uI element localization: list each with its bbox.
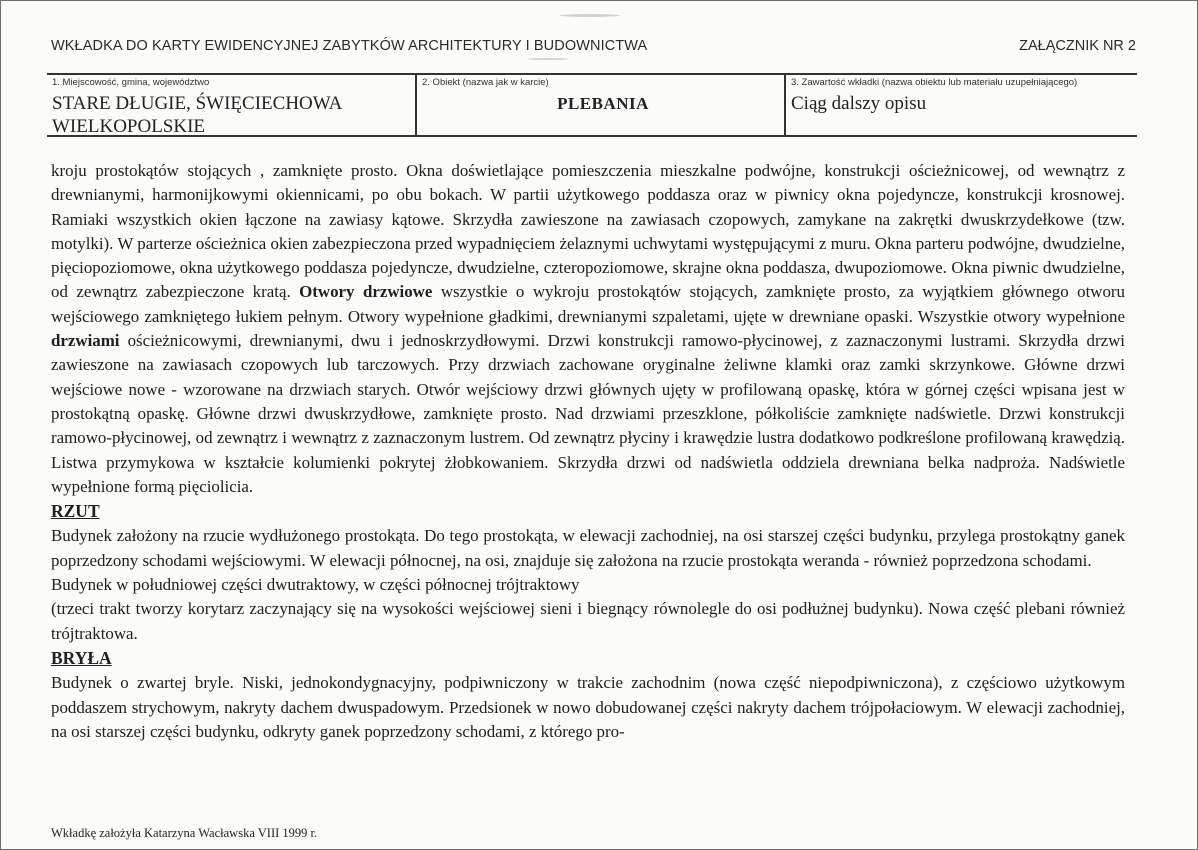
object-label: 2. Obiekt (nazwa jak w karcie)	[422, 77, 549, 88]
metadata-table	[47, 73, 1137, 137]
rzut-paragraph-3: (trzeci trakt tworzy korytarz zaczynający się na wysokości wejściowej sieni i biegnący równolegle do osi podłużnej budynku). Nowa część plebani również trójtraktowa.	[51, 599, 1125, 643]
section-heading-bryla	[51, 646, 1125, 671]
form-title: WKŁADKA DO KARTY EWIDENCYJNEJ ZABYTKÓW ARCHITEKTURY I BUDOWNICTWA	[51, 38, 648, 54]
object-value: PLEBANIA	[557, 94, 649, 113]
paper-speck	[528, 58, 568, 60]
section-heading-rzut	[51, 499, 1125, 524]
term-doors: drzwiami	[51, 331, 120, 351]
bryla-heading: BRYŁA	[51, 647, 112, 668]
location-label: 1. Miejscowość, gmina, województwo	[52, 77, 210, 88]
location-line-2: WIELKOPOLSKIE	[52, 116, 206, 137]
text-door-openings: wszystkie o wykroju prostokątów stojących, zamknięte prosto, za wyjątkiem głównego otworu wejściowego zamkniętego łukiem pełnym. Otwory wypełnione gładkimi, drewnianymi szpaletami, ujęte w drewniane opaski. Wszystkie otwory wypełnione	[51, 282, 1125, 326]
location-value	[52, 92, 415, 138]
bryla-paragraph-1: Budynek o zwartej bryle. Niski, jednokondygnacyjny, podpiwniczony w trakcie zachodnim (nowa część niepodpiwniczona), z częściowo użytkowym poddaszem strychowym, nakryty dachem dwuspadowym. Przedsionek w nowo dobudowanej części nakryty dachem trójpołaciowym. W elewacji zachodniej, na osi starszej części budynku, odkryty ganek poprzedzony schodami, z którego pro-	[51, 673, 1125, 741]
term-door-openings: Otwory drzwiowe	[299, 282, 433, 302]
text-windows: kroju prostokątów stojących , zamknięte prosto. Okna doświetlające pomieszczenia mieszkalne podwójne, konstrukcji ościeżnicowej, od wewnątrz z drewnianymi, harmonijkowymi okiennicami, po obu bokach. W partii użytkowego poddasza oraz w piwnicy okna pojedyncze, konstrukcji krosnowej. Ramiaki wszystkich okien łączone na zawiasy kątowe. Skrzydła zawieszone na zawiasach czopowych, zamykane na zakrętki dwuskrzydełkowe (tzw. motylki). W parterze ościeżnica okien zabezpieczona przed wypadnięciem żelaznymi uchwytami występującymi z muru. Okna parteru podwójne, dwudzielne, pięciopoziomowe, okna użytkowego poddasza pojedyncze, dwudzielne, czteropoziomowe, skrajne okna poddasza, dwupoziomowe. Okna piwnic dwudzielne, od zewnątrz zabezpieczone kratą.	[51, 161, 1125, 302]
content-value: Ciąg dalszy opisu	[791, 93, 927, 114]
rzut-heading: RZUT	[51, 501, 100, 522]
paper-speck	[560, 14, 620, 17]
rzut-paragraph-2: Budynek w południowej części dwutraktowy, w części północnej trójtraktowy	[51, 575, 580, 595]
paragraph-windows-doors	[51, 159, 1125, 499]
object-cell	[415, 75, 784, 135]
content-cell	[784, 75, 1137, 135]
location-cell	[47, 75, 415, 135]
rzut-paragraph-1: Budynek założony na rzucie wydłużonego prostokąta. Do tego prostokąta, w elewacji zachodniej, na osi starszej części budynku, przylega prostokątny ganek poprzedzony schodami wejściowymi. W elewacji północnej, na osi, znajduje się założona na rzucie prostokąta weranda - również poprzedzona schodami.	[51, 526, 1125, 570]
attachment-number: ZAŁĄCZNIK NR 2	[1019, 38, 1136, 54]
location-line-1: STARE DŁUGIE, ŚWIĘCIECHOWA	[52, 93, 343, 114]
text-doors: ościeżnicowymi, drewnianymi, dwu i jednoskrzydłowymi. Drzwi konstrukcji ramowo-płycinowej, z zaznaczonymi lustrami. Skrzydła drzwi zawieszone na zawiasach czopowych lub tarczowych. Przy drzwiach zachowane oryginalne żeliwne klamki oraz zamki skrzynkowe. Główne drzwi wejściowe nowe - wzorowane na drzwiach starych. Otwór wejściowy drzwi głównych ujęty w profilowaną opaskę, która w górnej części wpisana jest w prostokątną opaskę. Główne drzwi dwuskrzydłowe, zamknięte prosto. Nad drzwiami przeszklone, półkoliście zamknięte nadświetle. Drzwi konstrukcji ramowo-płycinowej, od zewnątrz i wewnątrz z zaznaczonym lustrem. Od zewnątrz płyciny i krawędzie lustra dodatkowo podkreślone profilowaną krawędzią. Listwa przymykowa w kształcie kolumienki pokrytej żłobkowaniem. Skrzydła drzwi od nadświetla oddziela drewniana belka nadproża. Nadświetle wypełnione formą pięciolicia.	[51, 331, 1125, 496]
description-body	[51, 159, 1125, 744]
content-label: 3. Zawartość wkładki (nazwa obiektu lub materiału uzupełniającego)	[791, 77, 1078, 88]
author-footer: Wkładkę założyła Katarzyna Wacławska VIII 1999 r.	[51, 826, 318, 840]
